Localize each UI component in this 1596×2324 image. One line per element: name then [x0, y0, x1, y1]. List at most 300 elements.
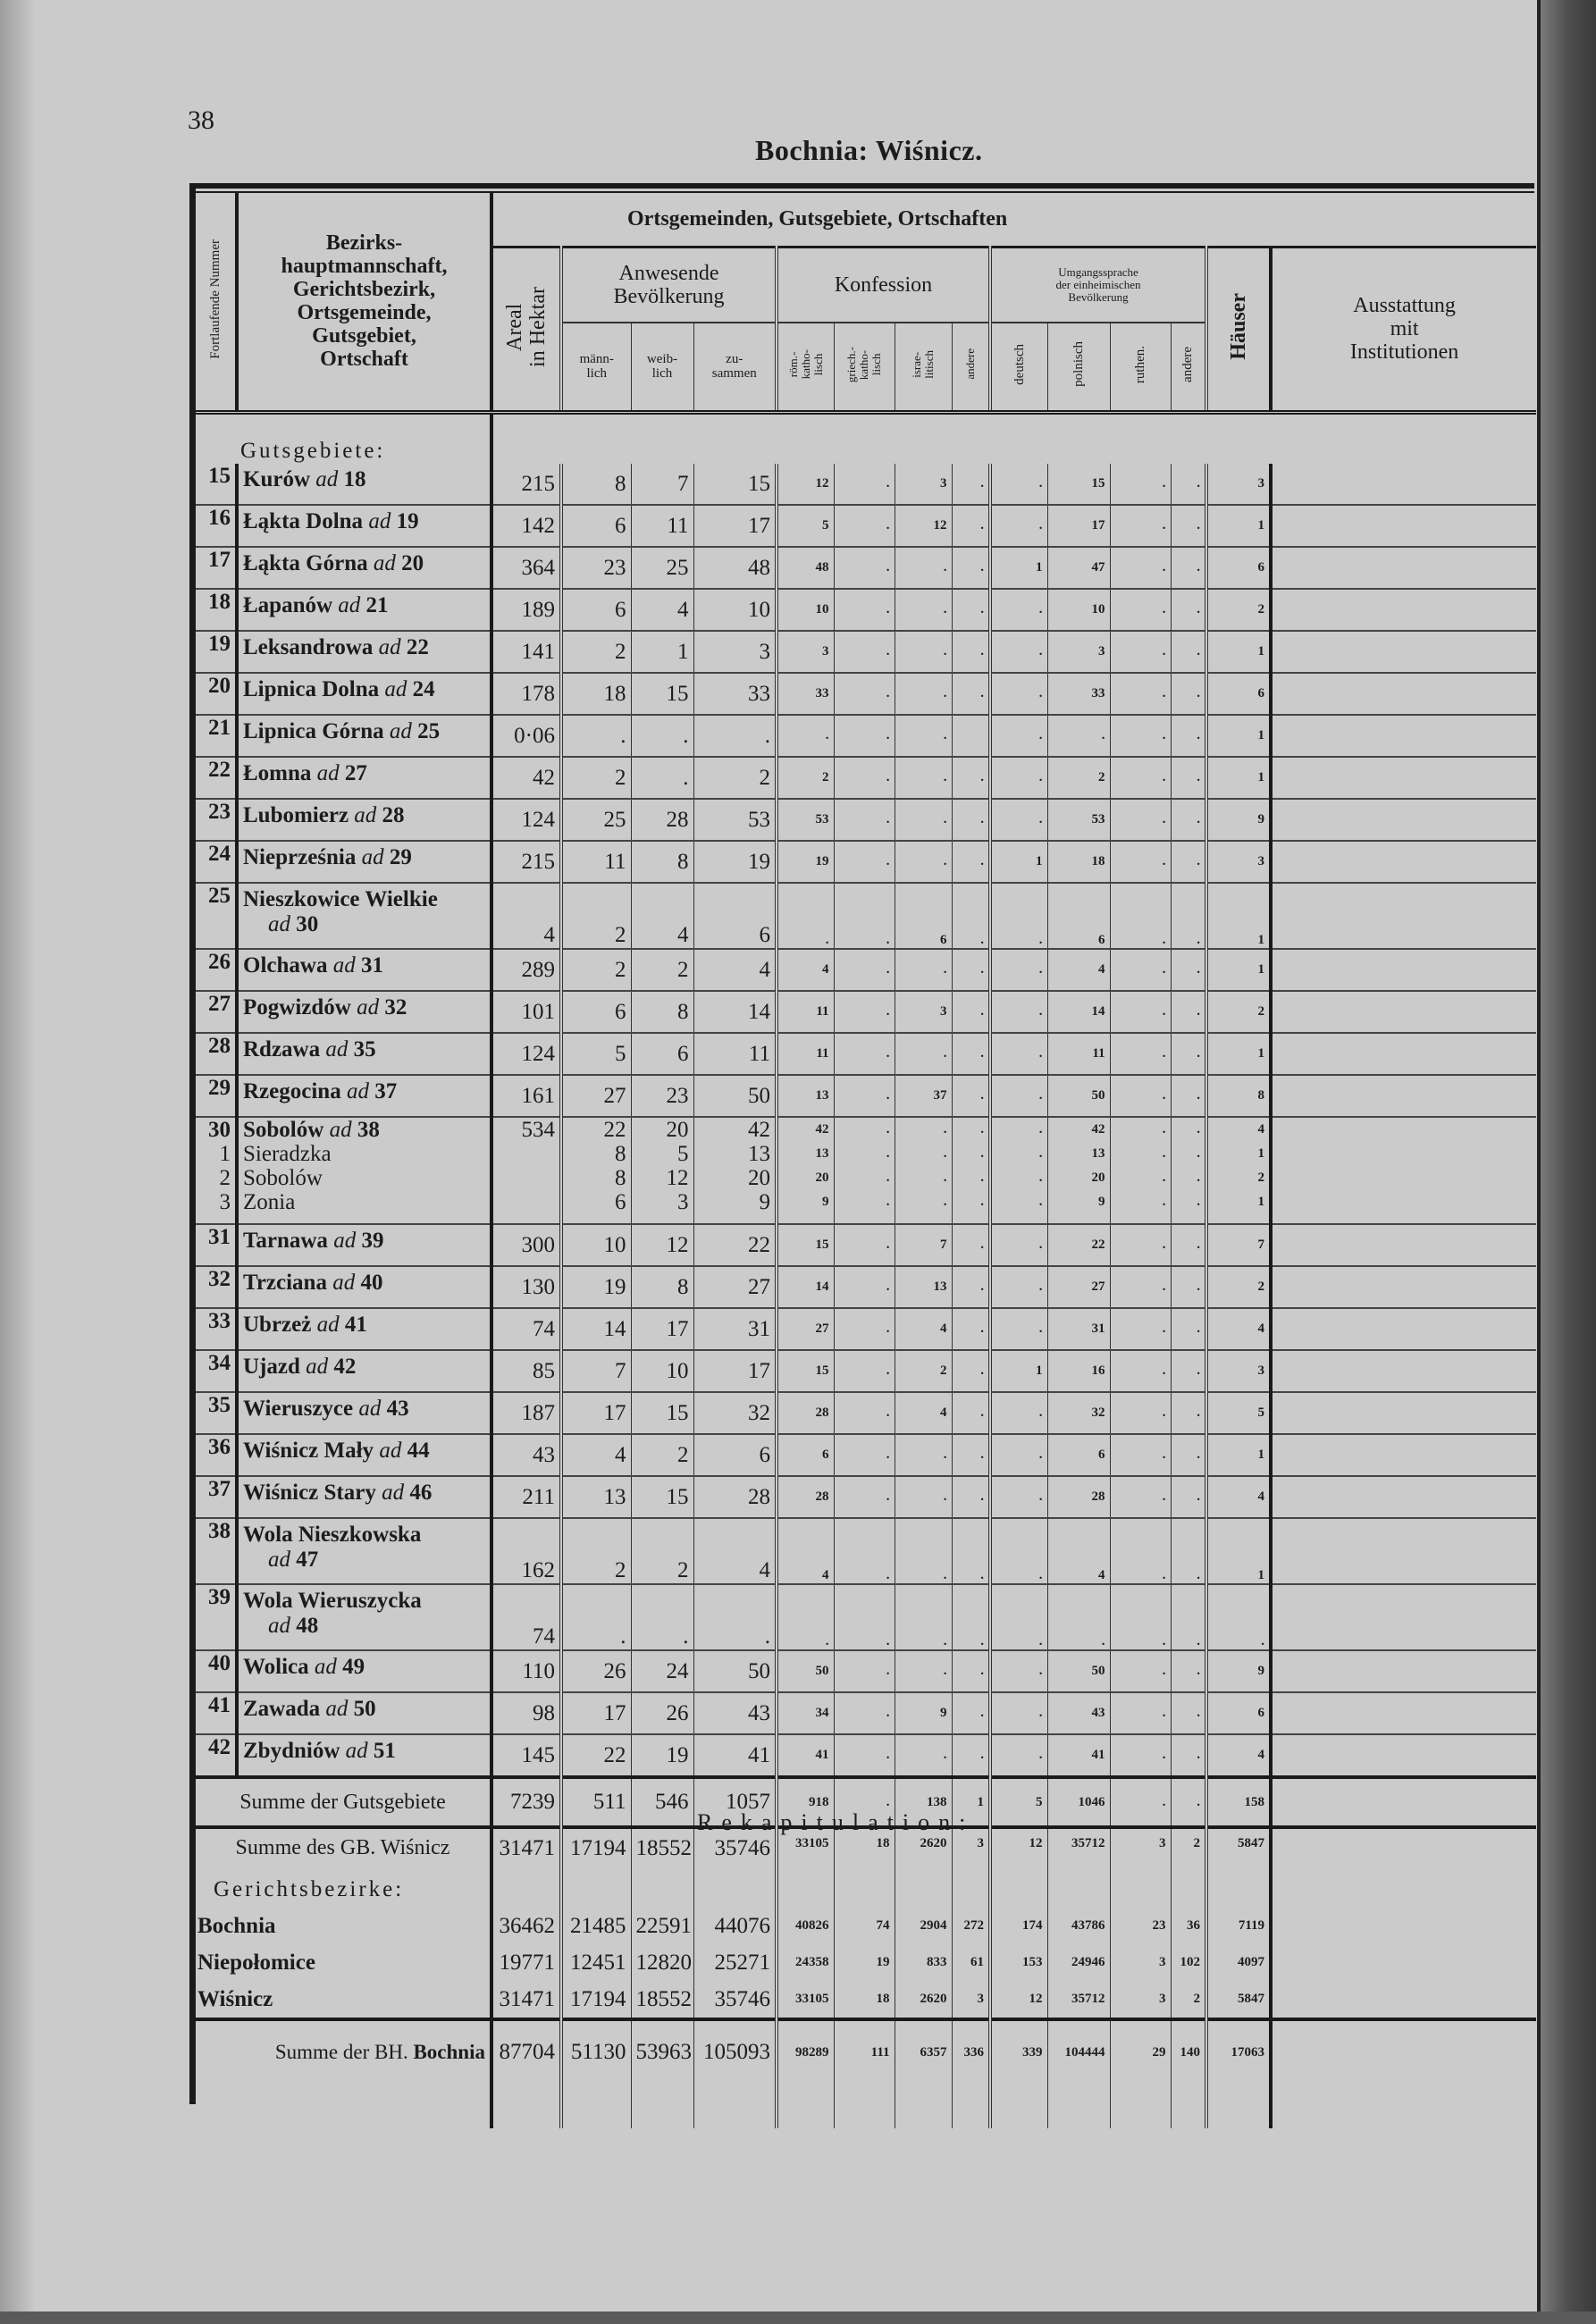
cell-value: 43: [1091, 1706, 1105, 1720]
cell-value: 105093: [703, 2040, 770, 2064]
cell-value: .: [886, 1004, 890, 1019]
cell-value: 19: [815, 854, 829, 868]
cell-m: [561, 673, 631, 715]
cell-value: 833: [927, 1955, 947, 1969]
rekap-cell-areal: [491, 1944, 561, 1981]
cell-de: [990, 1650, 1047, 1692]
cell-value: 18: [876, 1992, 890, 2006]
cell-value: 36462: [499, 1913, 555, 1938]
header-konf-text: [964, 348, 977, 380]
cell-w: [631, 1075, 693, 1117]
cell-value: .: [1038, 1321, 1043, 1336]
cell-ru: [1110, 1584, 1171, 1650]
cell-value: .: [1162, 1664, 1166, 1678]
rekap-cell-is: [895, 1908, 952, 1944]
cell-value: .: [1162, 644, 1166, 659]
place-name: [237, 464, 491, 505]
cell-value: 33105: [795, 1992, 829, 2006]
header-line: Bezirks-: [325, 231, 403, 256]
cell-z: [693, 991, 777, 1033]
cell-ak: [952, 949, 990, 991]
rekap-cell-ausstattung: [1271, 1981, 1536, 2019]
cell-value: 300: [521, 1232, 555, 1257]
cell-m: [561, 547, 631, 589]
cell-value: .: [1197, 1405, 1200, 1420]
rekap-cell-z: [693, 1981, 777, 2019]
cell-h: [1206, 949, 1271, 991]
cell-m: [561, 631, 631, 673]
cell-value: .: [886, 1088, 890, 1103]
cell-value: 2: [822, 770, 829, 784]
sub-cell-value: 3: [677, 1190, 689, 1214]
cell-h: [1206, 1777, 1271, 1827]
cell-gk: [834, 464, 895, 505]
cell-h: [1206, 1350, 1271, 1392]
place-name: [237, 1392, 491, 1434]
cell-value: 4: [1098, 962, 1105, 977]
rekap-cell-as: [1171, 1944, 1206, 1981]
cell-ru: [1110, 949, 1171, 991]
cell-value: .: [980, 1321, 984, 1336]
header-sprache-text: ruthen.: [1133, 345, 1147, 383]
place-name-text: Wieruszyce: [243, 1397, 354, 1421]
cell-as: [1171, 757, 1206, 799]
cell-ak: [952, 1650, 990, 1692]
cell-value: .: [943, 644, 947, 659]
cell-value: .: [1162, 962, 1166, 977]
cell-ru: [1110, 991, 1171, 1033]
cell-value: 14: [1091, 1004, 1105, 1019]
cell-areal: [491, 715, 561, 757]
cell-rk: [777, 1224, 834, 1266]
place-name-text: Olchawa: [243, 953, 328, 977]
cell-value: 43: [533, 1442, 555, 1467]
cell-is: [895, 757, 952, 799]
cell-as: [1171, 631, 1206, 673]
cell-ausstattung: [1271, 464, 1536, 505]
cell-m: [561, 1518, 631, 1584]
cell-value: .: [1162, 1363, 1166, 1378]
cell-value: .: [886, 1046, 890, 1061]
cell-ak: [952, 1734, 990, 1777]
cell-de: [990, 1224, 1047, 1266]
table-row: [196, 1650, 1536, 1692]
cell-value: 2: [677, 957, 689, 982]
cell-value: 534: [521, 1118, 555, 1142]
rekap-cell-m: [561, 1908, 631, 1944]
rekap-cell-gk: [834, 1981, 895, 2019]
table-row: [196, 757, 1536, 799]
cell-h: [1206, 1224, 1271, 1266]
rekap-tail-cell: [990, 2084, 1047, 2128]
cell-z: [693, 1434, 777, 1476]
cell-z: [693, 1308, 777, 1350]
ad-reference-marker: ad: [268, 912, 290, 936]
cell-z: [693, 673, 777, 715]
cell-de: [990, 799, 1047, 841]
cell-ak: [952, 991, 990, 1033]
cell-areal: [491, 991, 561, 1033]
cell-areal: [491, 589, 561, 631]
ad-reference-marker: ad: [314, 1655, 337, 1679]
cell-value: .: [1038, 1489, 1043, 1504]
ad-reference-marker: ad: [325, 1697, 349, 1721]
cell-z: [693, 1075, 777, 1117]
rekap-tail-cell: [1206, 2084, 1271, 2128]
cell-value: .: [1038, 1706, 1043, 1720]
cell-value: 28: [748, 1484, 770, 1509]
place-name-text: Lubomierz: [243, 803, 349, 827]
table-row: [196, 1308, 1536, 1350]
cell-value: .: [886, 1794, 890, 1809]
rekap-label: Niepołomice: [197, 1950, 315, 1975]
cell-value: .: [943, 1489, 947, 1504]
cell-ausstattung: [1271, 1075, 1536, 1117]
cell-value: .: [1038, 686, 1043, 701]
row-number-text: 32: [208, 1267, 231, 1291]
cell-value: 1: [1036, 854, 1043, 868]
cell-value: 23: [1152, 1918, 1166, 1933]
ad-reference-number: 51: [373, 1739, 396, 1763]
ad-reference-marker: ad: [329, 1118, 352, 1142]
ad-reference-marker: ad: [332, 1271, 356, 1295]
cell-value: .: [1038, 1405, 1043, 1420]
header-line: weib-: [646, 352, 678, 367]
cell-value: 98289: [795, 2044, 829, 2060]
cell-z: [693, 841, 777, 883]
cell-value: 7119: [1238, 1918, 1264, 1933]
cell-h: [1206, 547, 1271, 589]
cell-value: .: [825, 728, 829, 743]
cell-value: .: [886, 728, 890, 743]
cell-h: [1206, 841, 1271, 883]
cell-value: 15: [815, 1238, 829, 1252]
row-number-text: 41: [208, 1693, 231, 1717]
rekap-cell-de: [990, 1944, 1047, 1981]
cell-value: .: [886, 1405, 890, 1420]
cell-value: .: [1038, 1664, 1043, 1678]
cell-value: 4: [1098, 1568, 1105, 1582]
table-row: [196, 1734, 1536, 1777]
cell-z: [693, 799, 777, 841]
row-number-text: 22: [208, 758, 231, 782]
cell-de: [990, 715, 1047, 757]
cell-pl: [1047, 1350, 1110, 1392]
sub-cell-value: 9: [822, 1195, 829, 1209]
cell-h: [1206, 1518, 1271, 1584]
cell-value: 47: [1091, 560, 1105, 575]
cell-value: 140: [1180, 2044, 1200, 2060]
cell-value: 1057: [726, 1790, 770, 1814]
cell-value: .: [943, 1122, 947, 1137]
rekap-cell-h: [1206, 1908, 1271, 1944]
cell-m: [561, 1650, 631, 1692]
cell-gk: [834, 715, 895, 757]
place-name-text: Łomna: [243, 761, 312, 785]
rekap-cell-as: [1171, 2019, 1206, 2084]
cell-value: .: [1038, 644, 1043, 659]
cell-value: .: [1101, 1634, 1105, 1649]
cell-de: [990, 991, 1047, 1033]
cell-ru: [1110, 505, 1171, 547]
cell-value: 3: [977, 1992, 984, 2006]
cell-value: 20: [666, 1118, 689, 1142]
rekap-cell-w: [631, 1944, 693, 1981]
cell-w: [631, 547, 693, 589]
place-name: [237, 1434, 491, 1476]
ad-reference-number: 47: [296, 1548, 319, 1572]
cell-value: 11: [667, 513, 689, 538]
cell-value: 53: [1091, 812, 1105, 826]
cell-areal: [491, 949, 561, 991]
header-fortlaufende-nummer: Fortlaufende Nummer: [196, 193, 237, 412]
cell-value: 14: [815, 1279, 829, 1294]
sub-cell-value: .: [886, 1170, 890, 1185]
cell-value: 6: [759, 923, 770, 947]
cell-w: [631, 883, 693, 949]
cell-ausstattung: [1271, 673, 1536, 715]
row-number: [196, 841, 237, 883]
cell-de: [990, 631, 1047, 673]
cell-value: 9: [1257, 1664, 1264, 1678]
rekap-tail-cell: [1271, 2084, 1536, 2128]
cell-value: .: [620, 1624, 626, 1649]
cell-m: [561, 464, 631, 505]
place-name: [237, 589, 491, 631]
cell-gk: [834, 841, 895, 883]
cell-value: 2: [677, 1442, 689, 1467]
cell-gk: [834, 1033, 895, 1075]
cell-pl: [1047, 1392, 1110, 1434]
cell-value: 7239: [510, 1790, 555, 1814]
ad-reference-number: 21: [365, 593, 389, 617]
cell-value: .: [1197, 770, 1200, 784]
cell-m: [561, 1734, 631, 1777]
cell-value: .: [1197, 1279, 1200, 1294]
cell-z: [693, 1650, 777, 1692]
cell-ru: [1110, 1266, 1171, 1308]
sub-cell-value: .: [980, 1170, 984, 1185]
cell-ausstattung: [1271, 1224, 1536, 1266]
sub-cell-value: .: [943, 1170, 947, 1185]
cell-value: 4: [1257, 1321, 1264, 1336]
cell-value: 53963: [635, 2040, 692, 2064]
cell-as: [1171, 1650, 1206, 1692]
cell-value: 42: [815, 1122, 829, 1137]
header-line: mit: [1390, 317, 1419, 340]
place-name-text: Wola Wieruszycka: [243, 1589, 422, 1613]
cell-value: .: [620, 723, 626, 748]
cell-value: .: [1261, 1634, 1264, 1649]
sub-cell-value: 13: [1091, 1146, 1105, 1161]
cell-gk: [834, 883, 895, 949]
cell-value: 8: [677, 849, 689, 874]
cell-value: .: [683, 723, 689, 748]
ad-reference-marker: ad: [306, 1355, 329, 1379]
cell-value: .: [886, 1122, 890, 1137]
rekap-tail-cell: [1110, 2084, 1171, 2128]
cell-value: .: [1197, 1321, 1200, 1336]
cell-ru: [1110, 1117, 1171, 1224]
cell-value: 272: [963, 1918, 984, 1933]
cell-pl: [1047, 949, 1110, 991]
cell-value: 50: [1091, 1088, 1105, 1103]
header-konf-text: [911, 350, 936, 379]
cell-value: 9: [940, 1706, 947, 1720]
cell-value: .: [980, 1238, 984, 1252]
ad-reference-marker: ad: [332, 953, 356, 977]
cell-value: 19: [876, 1955, 890, 1969]
ad-reference-number: 24: [412, 677, 435, 701]
cell-value: .: [1197, 1122, 1200, 1137]
place-name-text: Leksandrowa: [243, 635, 374, 659]
row-number: [196, 1584, 237, 1650]
place-name: [237, 505, 491, 547]
header-sprache-1: [1047, 323, 1110, 412]
table-row: [196, 589, 1536, 631]
cell-value: .: [943, 1447, 947, 1462]
rekap-tail-cell: [777, 2084, 834, 2128]
row-number: [196, 757, 237, 799]
cell-z: [693, 1224, 777, 1266]
sub-cell-value: 5: [677, 1142, 689, 1166]
cell-value: .: [886, 770, 890, 784]
cell-ak: [952, 1584, 990, 1650]
row-number-text: 33: [208, 1309, 231, 1333]
cell-as: [1171, 1033, 1206, 1075]
cell-value: .: [1038, 1748, 1043, 1762]
rekap-label: Bochnia: [197, 1913, 276, 1938]
cell-value: 215: [521, 471, 555, 496]
cell-h: [1206, 631, 1271, 673]
ad-reference-marker: ad: [378, 635, 401, 659]
cell-h: [1206, 1584, 1271, 1650]
cell-value: .: [683, 765, 689, 790]
cell-value: .: [1197, 1363, 1200, 1378]
place-name: [237, 1584, 491, 1650]
cell-gk: [834, 1224, 895, 1266]
rekap-cell-ru: [1110, 1908, 1171, 1944]
cell-pl: [1047, 1434, 1110, 1476]
cell-value: 336: [963, 2044, 984, 2060]
cell-value: 124: [521, 1041, 555, 1066]
ad-reference-marker: ad: [345, 1739, 368, 1763]
cell-w: [631, 464, 693, 505]
cell-z: [693, 547, 777, 589]
cell-value: .: [1038, 1088, 1043, 1103]
cell-value: 5: [1036, 1794, 1043, 1809]
cell-value: 4: [543, 923, 555, 947]
rekap-cell-w: [631, 2019, 693, 2084]
cell-areal: [491, 1392, 561, 1434]
cell-gk: [834, 1350, 895, 1392]
cell-value: 2: [1257, 1004, 1264, 1019]
cell-value: .: [1162, 476, 1166, 491]
rekap-cell-is: [895, 1981, 952, 2019]
cell-value: .: [1162, 560, 1166, 575]
rekap-cell-areal: [491, 1981, 561, 2019]
cell-h: [1206, 1650, 1271, 1692]
sub-cell-value: 6: [615, 1190, 626, 1214]
cell-value: 7: [677, 471, 689, 496]
cell-value: 23: [666, 1083, 689, 1108]
ad-reference-number: 42: [333, 1355, 357, 1379]
cell-as: [1171, 1476, 1206, 1518]
rekap-tail-cell: [834, 2084, 895, 2128]
header-line: Bevölkerung: [1068, 289, 1129, 304]
cell-areal: [491, 1692, 561, 1734]
cell-value: .: [825, 1634, 829, 1649]
ad-reference-number: 20: [401, 551, 424, 575]
cell-de: [990, 1392, 1047, 1434]
cell-value: .: [1197, 1664, 1200, 1678]
cell-value: 17: [748, 513, 770, 538]
sub-row-number: 3: [219, 1190, 231, 1214]
cell-value: .: [1162, 1706, 1166, 1720]
cell-rk: [777, 1033, 834, 1075]
cell-value: 19771: [499, 1950, 555, 1975]
cell-value: 27: [815, 1321, 829, 1336]
cell-value: 6: [1098, 1447, 1105, 1462]
cell-value: 6: [759, 1442, 770, 1467]
cell-is: [895, 1392, 952, 1434]
header-line: andere: [962, 348, 977, 381]
row-number: [196, 547, 237, 589]
cell-as: [1171, 799, 1206, 841]
cell-ru: [1110, 715, 1171, 757]
sub-cell-value: .: [1197, 1170, 1200, 1185]
cell-z: [693, 1584, 777, 1650]
row-number: [196, 589, 237, 631]
row-number-text: 34: [208, 1351, 231, 1375]
row-number-text: 29: [208, 1076, 231, 1100]
cell-m: [561, 799, 631, 841]
ad-reference-marker: ad: [354, 803, 377, 827]
header-line: lisch: [811, 353, 825, 376]
cell-value: 18: [876, 1836, 890, 1850]
cell-value: 6: [1257, 560, 1264, 575]
cell-h: [1206, 505, 1271, 547]
cell-ausstattung: [1271, 1584, 1536, 1650]
rekap-cell-gk: [834, 2019, 895, 2084]
place-name-text: Wolica: [243, 1655, 309, 1679]
cell-value: 29: [1152, 2044, 1166, 2060]
cell-as: [1171, 949, 1206, 991]
table-row: [196, 1266, 1536, 1308]
statistics-table: [196, 193, 1536, 1892]
cell-value: .: [980, 1664, 984, 1678]
cell-value: .: [764, 1624, 770, 1649]
place-name: [237, 757, 491, 799]
ad-reference-number: 41: [344, 1313, 367, 1337]
cell-value: 12: [1029, 1992, 1043, 2006]
cell-value: .: [1038, 1046, 1043, 1061]
ad-reference-number: 19: [396, 509, 419, 533]
row-number-text: 21: [208, 716, 231, 740]
cell-value: 8: [1257, 1088, 1264, 1103]
cell-value: .: [886, 1447, 890, 1462]
cell-value: .: [1197, 1706, 1200, 1720]
cell-ausstattung: [1271, 505, 1536, 547]
cell-value: 1: [1257, 1568, 1264, 1582]
cell-pl: [1047, 799, 1110, 841]
cell-rk: [777, 1266, 834, 1308]
place-name-text: Wiśnicz Stary: [243, 1481, 376, 1505]
cell-value: .: [1162, 1088, 1166, 1103]
cell-value: 98: [533, 1700, 555, 1725]
cell-value: 10: [815, 602, 829, 617]
cell-m: [561, 589, 631, 631]
